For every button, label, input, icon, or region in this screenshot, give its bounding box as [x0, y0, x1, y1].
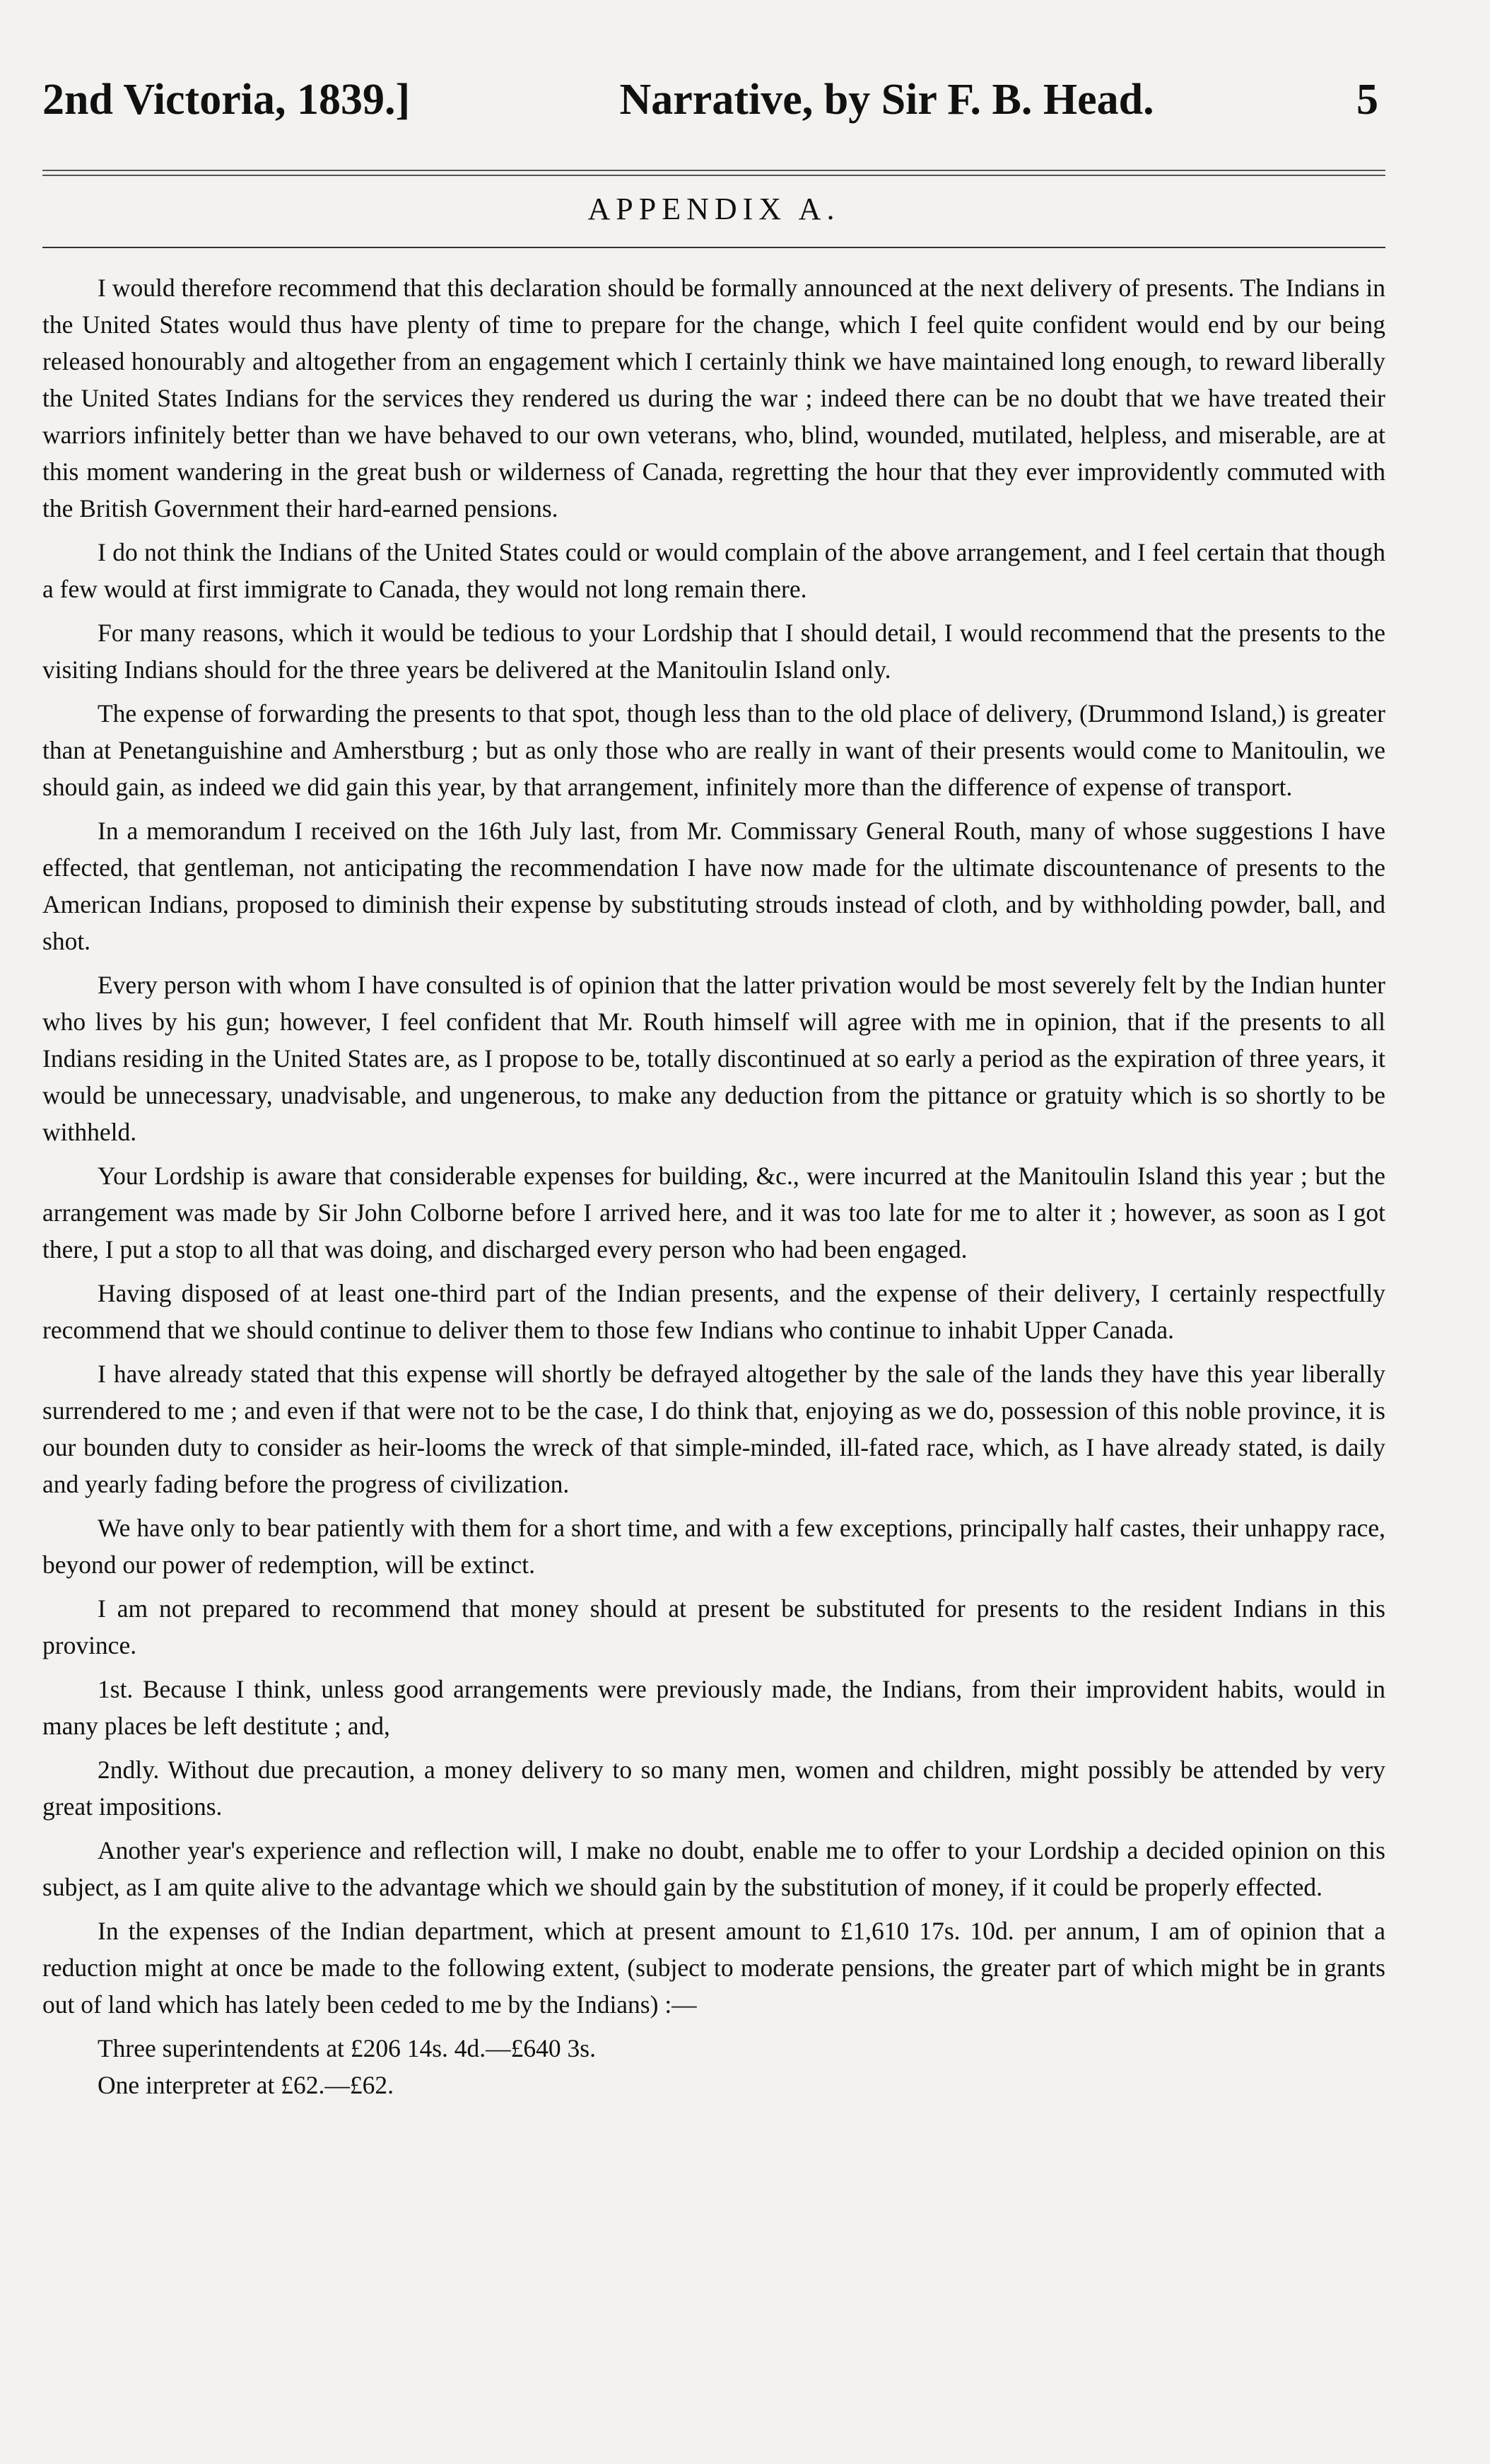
- paragraph: Another year's experience and reflection will, I make no doubt, enable me to offer to your Lordship a decided opinion on this subject, as I am quite alive to the advantage which we should gain by the substitution of money, if it could be properly effected.: [42, 1836, 1385, 1901]
- expense-line: One interpreter at £62.—£62.: [98, 2071, 394, 2099]
- body-text: [42, 269, 1385, 2103]
- header-session: 2nd Victoria, 1839.]: [42, 76, 411, 124]
- expense-line: Three superintendents at £206 14s. 4d.—£640 3s.: [98, 2034, 596, 2062]
- paragraph: For many reasons, which it would be tedious to your Lordship that I should detail, I would recommend that the presents to the visiting Indians should for the three years be delivered at the Manitoulin Island only.: [42, 619, 1385, 684]
- paragraph: In the expenses of the Indian department, which at present amount to £1,610 17s. 10d. per annum, I am of opinion that a reduction might at once be made to the following extent, (subject to moderate pensions, the greater part of which might be in grants out of land which has lately been ceded to me by the Indians) :—: [42, 1917, 1385, 2019]
- appendix-title: APPENDIX A.: [587, 192, 840, 226]
- paragraph: In a memorandum I received on the 16th July last, from Mr. Commissary General Routh, many of whose suggestions I have effected, that gentleman, not anticipating the recommendation I have now made for the ultimate discountenance of presents to the American Indians, proposed to diminish their expense by substituting strouds instead of cloth, and by withholding powder, ball, and shot.: [42, 817, 1385, 955]
- paragraph: 2ndly. Without due precaution, a money delivery to so many men, women and children, might possibly be attended by very great impositions.: [42, 1756, 1385, 1821]
- paragraph: I would therefore recommend that this declaration should be formally announced at the next delivery of presents. The Indians in the United States would thus have plenty of time to prepare for the change, which I feel quite confident would end by our being released honourably and altogether from an engagement which I certainly think we have maintained long enough, to reward liberally the United States Indians for the services they rendered us during the war ; indeed there can be no doubt that we have treated their warriors infinitely better than we have behaved to our own veterans, who, blind, wounded, mutilated, helpless, and miserable, are at this moment wandering in the great bush or wilderness of Canada, regretting the hour that they ever improvidently commuted with the British Government their hard-earned pensions.: [42, 274, 1385, 522]
- paragraph: Every person with whom I have consulted is of opinion that the latter privation would be most severely felt by the Indian hunter who lives by his gun; however, I feel confident that Mr. Routh himself will agree with me in opinion, that if the presents to all Indians residing in the United States are, as I propose to be, totally discontinued at so early a period as the expiration of three years, it would be unnecessary, unadvisable, and ungenerous, to make any deduction from the pittance or gratuity which is so shortly to be withheld.: [42, 971, 1385, 1146]
- paragraph: 1st. Because I think, unless good arrangements were previously made, the Indians, from their improvident habits, would in many places be left destitute ; and,: [42, 1675, 1385, 1740]
- paragraph: The expense of forwarding the presents to that spot, though less than to the old place of delivery, (Drummond Island,) is greater than at Penetanguishine and Amherstburg ; but as only those who are really in want of their presents would come to Manitoulin, we should gain, as indeed we did gain this year, by that arrangement, infinitely more than the difference of expense of transport.: [42, 699, 1385, 801]
- page-number: 5: [1356, 76, 1378, 124]
- header-title: Narrative, by Sir F. B. Head.: [619, 76, 1154, 124]
- running-header: [42, 78, 1385, 141]
- document-page: [42, 78, 1385, 2439]
- paragraph: I have already stated that this expense will shortly be defrayed altogether by the sale of the lands they have this year liberally surrendered to me ; and even if that were not to be the case, I do think that, enjoying as we do, possession of this noble province, it is our bounden duty to consider as heir-looms the wreck of that simple-minded, ill-fated race, which, as I have already stated, is daily and yearly fading before the progress of civilization.: [42, 1360, 1385, 1498]
- title-divider: [42, 247, 1385, 248]
- paragraph: I am not prepared to recommend that money should at present be substituted for presents to the resident Indians in this province.: [42, 1594, 1385, 1659]
- paragraph: Your Lordship is aware that considerable expenses for building, &c., were incurred at the Manitoulin Island this year ; but the arrangement was made by Sir John Colborne before I arrived here, and it was too late for me to alter it ; however, as soon as I got there, I put a stop to all that was doing, and discharged every person who had been engaged.: [42, 1162, 1385, 1263]
- paragraph: I do not think the Indians of the United States could or would complain of the above arrangement, and I feel certain that though a few would at first immigrate to Canada, they would not long remain there.: [42, 538, 1385, 603]
- paragraph: Having disposed of at least one-third part of the Indian presents, and the expense of their delivery, I certainly respectfully recommend that we should continue to deliver them to those few Indians who continue to inhabit Upper Canada.: [42, 1279, 1385, 1344]
- paragraph: We have only to bear patiently with them for a short time, and with a few exceptions, principally half castes, their unhappy race, beyond our power of redemption, will be extinct.: [42, 1514, 1385, 1579]
- header-divider: [42, 170, 1385, 171]
